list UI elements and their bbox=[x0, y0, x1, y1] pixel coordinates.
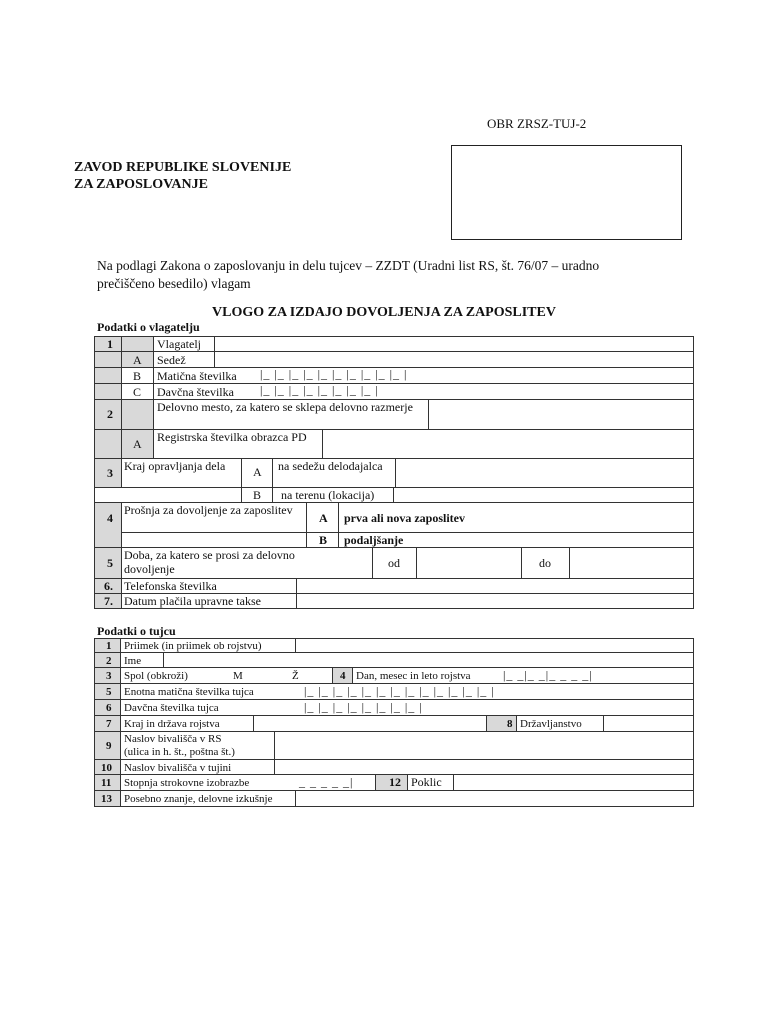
row-number-cell bbox=[94, 774, 121, 791]
registration-number-row bbox=[153, 367, 694, 384]
profession-input[interactable] bbox=[453, 774, 694, 791]
address-rs-input[interactable] bbox=[274, 731, 694, 760]
organization-line-1: ZAVOD REPUBLIKE SLOVENIJE bbox=[74, 160, 292, 175]
row-number: 1 bbox=[106, 640, 112, 652]
row-letter: B bbox=[133, 369, 142, 383]
row-number-cell bbox=[94, 652, 121, 668]
label-cell bbox=[120, 731, 275, 760]
row-number-cell bbox=[94, 667, 121, 684]
row-number: 10 bbox=[101, 762, 112, 774]
label-cell bbox=[120, 715, 254, 732]
row-number: 9 bbox=[106, 740, 112, 752]
row-number: 3 bbox=[106, 670, 112, 682]
row-number: 3 bbox=[107, 466, 113, 480]
surname-input[interactable] bbox=[295, 638, 694, 653]
period-from-input[interactable] bbox=[416, 547, 522, 579]
shaded-cell bbox=[94, 429, 122, 459]
row-number: 2 bbox=[107, 407, 113, 421]
phone-input[interactable] bbox=[296, 578, 694, 594]
education-row bbox=[120, 774, 376, 791]
gender-male-option[interactable]: M bbox=[233, 670, 243, 682]
shaded-cell bbox=[94, 367, 122, 384]
label-cell bbox=[120, 759, 275, 775]
on-field-label: na terenu (lokacija) bbox=[281, 488, 375, 502]
row-number: 1 bbox=[107, 337, 113, 351]
row-number: 13 bbox=[101, 793, 112, 805]
row-letter: B bbox=[253, 488, 262, 502]
birth-place-input[interactable] bbox=[253, 715, 487, 732]
row-number-cell bbox=[94, 683, 121, 700]
row-number-cell bbox=[94, 547, 122, 579]
surname-label: Priimek (in priimek ob rojstvu) bbox=[124, 640, 262, 652]
skills-input[interactable] bbox=[295, 790, 694, 807]
tax-number-label: Davčna številka bbox=[157, 385, 234, 399]
birth-place-label: Kraj in država rojstva bbox=[124, 718, 220, 730]
applicant-label: Vlagatelj bbox=[157, 337, 201, 351]
row-number-cell bbox=[94, 731, 121, 760]
skills-label: Posebno znanje, delovne izkušnje bbox=[124, 793, 273, 805]
shaded-cell bbox=[94, 351, 122, 368]
row-letter: A bbox=[133, 353, 142, 367]
row-number: 8 bbox=[507, 718, 513, 730]
period-label: Doba, za katero se prosi za delovno dovoljenje bbox=[124, 548, 295, 576]
first-employment-label: prva ali nova zaposlitev bbox=[344, 511, 466, 525]
phone-label: Telefonska številka bbox=[124, 579, 217, 593]
tax-number-input[interactable]: |_ |_ |_ |_ |_ |_ |_ |_ | bbox=[260, 383, 379, 397]
label-cell bbox=[121, 593, 297, 609]
letter-cell bbox=[241, 458, 273, 488]
address-abroad-input[interactable] bbox=[274, 759, 694, 775]
row-number: 11 bbox=[101, 777, 112, 789]
row-number-cell bbox=[94, 502, 122, 548]
label-cell bbox=[120, 790, 296, 807]
row-number-cell bbox=[94, 336, 122, 352]
birth-date-label: Dan, mesec in leto rojstva bbox=[356, 670, 471, 682]
form-title: VLOGO ZA IZDAJO DOVOLJENJA ZA ZAPOSLITEV bbox=[212, 305, 556, 320]
empty-cell bbox=[94, 487, 242, 503]
letter-cell bbox=[121, 383, 154, 400]
row-letter: A bbox=[133, 437, 142, 451]
foreigner-tax-input[interactable]: |_ |_ |_ |_ |_ |_ |_ |_ | bbox=[304, 700, 423, 714]
row-number-cell bbox=[94, 699, 121, 716]
first-name-input[interactable] bbox=[163, 652, 694, 668]
at-seat-input[interactable] bbox=[395, 458, 694, 488]
form-code: OBR ZRSZ-TUJ-2 bbox=[487, 116, 587, 131]
seat-input[interactable] bbox=[214, 351, 694, 368]
shaded-cell bbox=[121, 399, 154, 430]
row-number: 2 bbox=[106, 655, 112, 667]
row-number-cell bbox=[375, 774, 408, 791]
label-cell bbox=[153, 336, 215, 352]
on-field-input[interactable] bbox=[393, 487, 694, 503]
row-number: 5 bbox=[107, 556, 113, 570]
row-number-cell bbox=[94, 578, 122, 594]
label-cell bbox=[120, 638, 296, 653]
row-letter: A bbox=[253, 465, 262, 479]
gender-row bbox=[120, 667, 333, 684]
birth-date-row bbox=[352, 667, 694, 684]
gender-female-option[interactable]: Ž bbox=[292, 670, 299, 682]
intro-text bbox=[97, 257, 697, 293]
label-cell bbox=[121, 578, 297, 594]
empty-cell bbox=[121, 532, 307, 548]
applicant-heading: Podatki o vlagatelju bbox=[97, 320, 200, 334]
foreigner-tax-label: Davčna številka tujca bbox=[124, 702, 219, 714]
letter-cell bbox=[121, 351, 154, 368]
row-number: 6. bbox=[104, 579, 113, 593]
education-label: Stopnja strokovne izobrazbe bbox=[124, 777, 250, 789]
first-name-label: Ime bbox=[124, 655, 142, 667]
intro-line-2: prečiščeno besedilo) vlagam bbox=[97, 276, 251, 291]
first-employment-option[interactable] bbox=[338, 502, 694, 533]
row-letter: A bbox=[319, 511, 328, 525]
letter-cell bbox=[121, 429, 154, 459]
row-number: 4 bbox=[107, 511, 113, 525]
row-number-cell bbox=[94, 715, 121, 732]
extension-label: podaljšanje bbox=[344, 533, 404, 547]
education-input[interactable]: _ _ _ _ _| bbox=[299, 775, 354, 789]
address-rs-sublabel: (ulica in h. št., poštna št.) bbox=[124, 746, 235, 758]
row-number-cell bbox=[332, 667, 353, 684]
fee-date-label: Datum plačila upravne takse bbox=[124, 594, 261, 608]
label-cell bbox=[272, 487, 394, 503]
label-cell bbox=[121, 458, 242, 488]
birth-date-input[interactable]: |_ _|_ _|_ _ _ _| bbox=[503, 668, 593, 682]
period-to-input[interactable] bbox=[569, 547, 694, 579]
letter-cell bbox=[241, 487, 273, 503]
intro-line-1: Na podlagi Zakona o zaposlovanju in delu tujcev – ZZDT (Uradni list RS, št. 76/07 – uradno bbox=[97, 258, 600, 273]
citizenship-input[interactable] bbox=[603, 715, 694, 732]
job-position-input[interactable] bbox=[428, 399, 694, 430]
shaded-cell bbox=[121, 336, 154, 352]
row-number: 7. bbox=[104, 594, 113, 608]
row-number-cell bbox=[94, 790, 121, 807]
row-number: 7 bbox=[106, 718, 112, 730]
citizenship-label: Državljanstvo bbox=[520, 718, 582, 730]
period-from-label: od bbox=[388, 556, 400, 570]
gender-label: Spol (obkroži) bbox=[124, 670, 188, 682]
foreigner-tax-row bbox=[120, 699, 694, 716]
period-to-label: do bbox=[539, 556, 551, 570]
row-number-cell bbox=[486, 715, 517, 732]
row-number: 5 bbox=[106, 686, 112, 698]
organization-name bbox=[74, 159, 291, 193]
letter-cell bbox=[121, 367, 154, 384]
label-cell bbox=[153, 429, 323, 459]
profession-label: Poklic bbox=[411, 775, 442, 789]
row-letter: B bbox=[319, 533, 328, 547]
applicant-input[interactable] bbox=[214, 336, 694, 352]
registration-number-label: Matična številka bbox=[157, 369, 237, 383]
shaded-cell bbox=[94, 383, 122, 400]
emso-row bbox=[120, 683, 694, 700]
emso-label: Enotna matična številka tujca bbox=[124, 686, 254, 698]
seat-label: Sedež bbox=[157, 353, 186, 367]
foreigner-heading: Podatki o tujcu bbox=[97, 624, 176, 638]
at-seat-label: na sedežu delodajalca bbox=[278, 459, 383, 473]
row-number: 12 bbox=[389, 775, 401, 789]
row-number-cell bbox=[94, 593, 122, 609]
address-rs-label: Naslov bivališča v RS bbox=[124, 733, 222, 745]
label-cell bbox=[121, 502, 307, 533]
stamp-box bbox=[451, 145, 682, 240]
pd-number-label: Registrska številka obrazca PD bbox=[157, 430, 307, 444]
label-cell bbox=[372, 547, 417, 579]
letter-cell bbox=[306, 502, 339, 533]
address-abroad-label: Naslov bivališča v tujini bbox=[124, 762, 232, 774]
label-cell bbox=[521, 547, 570, 579]
label-cell bbox=[407, 774, 454, 791]
row-number-cell bbox=[94, 759, 121, 775]
extension-option[interactable] bbox=[338, 532, 694, 548]
permit-request-label: Prošnja za dovoljenje za zaposlitev bbox=[124, 503, 293, 517]
registration-number-input[interactable]: |_ |_ |_ |_ |_ |_ |_ |_ |_ |_ | bbox=[260, 367, 408, 381]
letter-cell bbox=[306, 532, 339, 548]
label-cell bbox=[153, 351, 215, 368]
row-letter: C bbox=[133, 385, 142, 399]
row-number: 6 bbox=[106, 702, 112, 714]
row-number-cell bbox=[94, 399, 122, 430]
work-place-label: Kraj opravljanja dela bbox=[124, 459, 226, 473]
job-position-label: Delovno mesto, za katero se sklepa delovno razmerje bbox=[157, 400, 413, 414]
label-cell bbox=[120, 652, 164, 668]
label-cell bbox=[121, 547, 373, 579]
row-number-cell bbox=[94, 638, 121, 653]
pd-number-input[interactable] bbox=[322, 429, 694, 459]
row-number: 4 bbox=[340, 670, 346, 682]
label-cell bbox=[272, 458, 396, 488]
tax-number-row bbox=[153, 383, 694, 400]
label-cell bbox=[516, 715, 604, 732]
fee-date-input[interactable] bbox=[296, 593, 694, 609]
row-number-cell bbox=[94, 458, 122, 488]
label-cell bbox=[153, 399, 429, 430]
emso-input[interactable]: |_ |_ |_ |_ |_ |_ |_ |_ |_ |_ |_ |_ |_ | bbox=[304, 684, 495, 698]
organization-line-2: ZA ZAPOSLOVANJE bbox=[74, 177, 208, 192]
